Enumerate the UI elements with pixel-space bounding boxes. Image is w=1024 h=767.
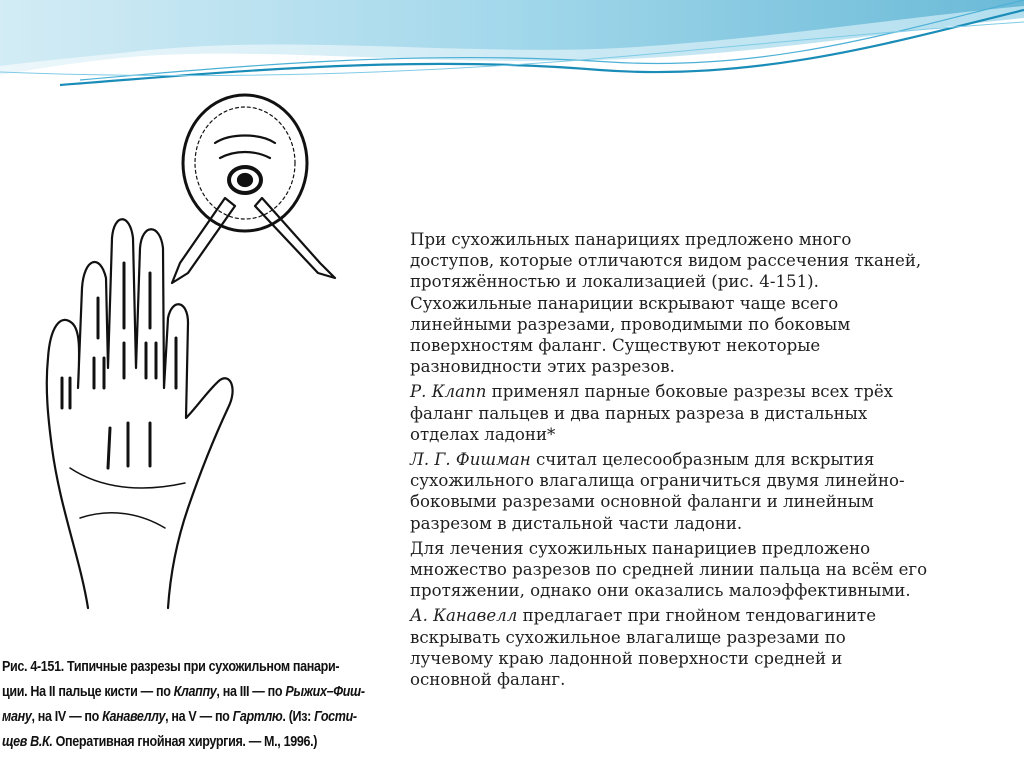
paragraph-klapp: Р. Клапп применял парные боковые разрезы всех трёх фаланг пальцев и два парных разреза в дистальных отделах ладони*: [410, 382, 894, 444]
paragraph-kanavel: А. Канавелл предлагает при гнойном тендовагините вскрывать сухожильное влагалище разрезами по лучевому краю ладонной поверхности средней и основной фаланг.: [410, 606, 877, 690]
caption-line-4: щев В.К. Оперативная гнойная хирургия. — М., 1996.): [2, 734, 318, 750]
paragraph-fishman: Л. Г. Фишман считал целесообразным для вскрытия сухожильного влагалища ограничиться двумя линейно- боковыми разрезами основной фаланги и линейным разрезом в дистальной части ладони.: [410, 450, 905, 533]
caption-line-2: ции. На II пальце кисти — по Клаппу, на III — по Рыжих–Фиш-: [2, 684, 365, 700]
caption-line-1: Рис. 4-151. Типичные разрезы при сухожильном панари-: [2, 659, 340, 675]
author-fishman: Л. Г. Фишман: [410, 450, 531, 470]
paragraph-1: При сухожильных панарициях предложено много доступов, которые отличаются видом рассечения тканей, протяжённостью и локализацией (рис. 4-151). Сухожильные панариции вскрывают чаще всего линейными разрезами, проводимыми по боковым поверхностям фаланг. Существуют некоторые разновидности этих разрезов.: [410, 230, 922, 377]
decorative-wave-header: [0, 0, 1024, 95]
hand-illustration: [0, 88, 400, 648]
caption-line-3: ману, на IV — по Канавеллу, на V — по Гартлю. (Из: Гости-: [2, 709, 357, 725]
body-text: [410, 229, 1020, 694]
figure-caption: [2, 655, 398, 755]
author-klapp: Р. Клапп: [410, 382, 487, 402]
paragraph-midline: Для лечения сухожильных панарициев предложено множество разрезов по средней линии пальца на всём его протяжении, однако они оказались малоэффективными.: [410, 538, 928, 601]
author-kanavel: А. Канавелл: [410, 606, 518, 626]
